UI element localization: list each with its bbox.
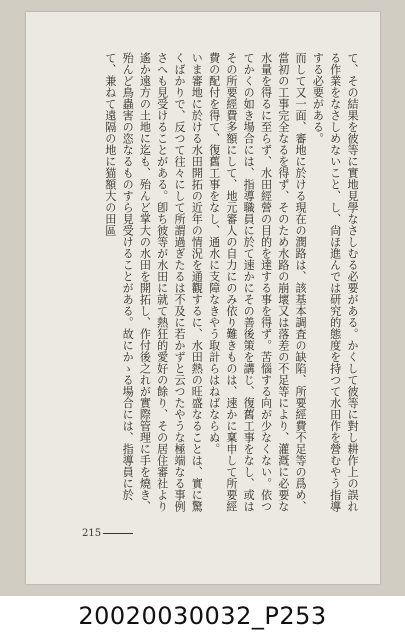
- paragraph: いま審地に於ける水田開拓の近年の情況を通觀するに、水田熱の旺盛なることは、實に驚くばかりで、反つて往々にして所謂過ぎたるは不及に若かずと云つたやうな極端なる事例さへも見受けることがある。卽ち彼等が水田に就て熱狂的愛好の餘り、その居住審社より遙か遠方の土地に迄も、殆んど掌大の水田を開拓し、作付後之れが實際管理に手を燒き、殆んど鳥蟲害の恣なるものすら見受けることがある。故にかゝる場合には、指導員に於て、兼ねて遠隔の地に猫額大の田區: [103, 52, 204, 512]
- page-number: [82, 528, 133, 539]
- book-page: [26, 12, 380, 584]
- page-number-rule: [103, 533, 133, 534]
- paragraph: て、その結果を彼等に實地見學なさしむる必要がある。かくして彼等に對し耕作上の誤れる作業をなさしめないこと、し、尙ほ進んでは研究的態度を持つて水田作を營むやう指導する必要がある。: [311, 52, 359, 512]
- paragraph: 而して又一面、審地に於ける現在の潤路は、該基本調査の缺陷、所要經費不足等の爲め、當初の工事完全なるを得ず、そのため水路の崩壞又は落差の不足等により、灌漑に必要な水量を得るに至らず、水田經營の目的を達する事を得ず。苦惱する向が少なくない。依つてかくの如き場合には、指導職員に於て速かにその善後策を講じ、復舊工事をなし、或はその所要經費多額にして、地元審人の自力にのみ依り難きものは、速かに稟申して所要經費の配付を得て、復舊工事をなし、通水に支障なきやう取計らはねばならぬ。: [207, 52, 308, 512]
- page-number-text: 215: [82, 528, 102, 539]
- body-text: [66, 52, 361, 522]
- image-caption: 20020030032_P253: [78, 602, 327, 630]
